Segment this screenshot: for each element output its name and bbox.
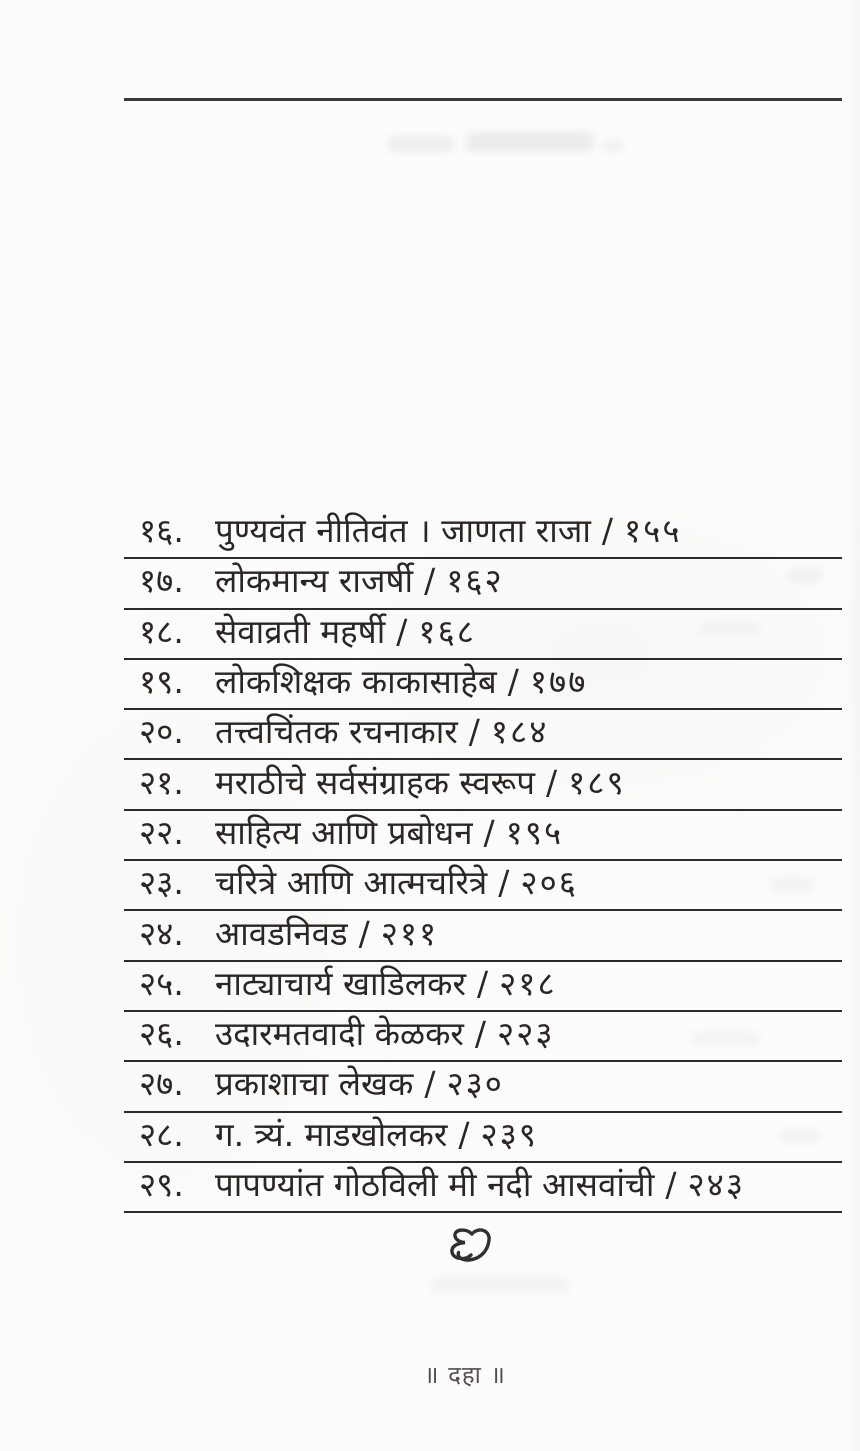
toc-row bbox=[124, 710, 842, 760]
toc-row bbox=[124, 861, 842, 911]
toc-entry-number: २१. bbox=[139, 762, 184, 802]
toc-entry-title: तत्त्वचिंतक रचनाकार bbox=[215, 712, 458, 752]
toc-entry-page: २४३ bbox=[687, 1165, 745, 1204]
toc-row bbox=[124, 1062, 842, 1112]
toc-entry-number: २४. bbox=[139, 913, 184, 953]
toc-separator: / bbox=[665, 1165, 677, 1204]
toc-row bbox=[124, 1012, 842, 1062]
toc-separator: / bbox=[358, 913, 370, 953]
toc-separator: / bbox=[424, 561, 436, 601]
toc-entry-page: १८४ bbox=[490, 712, 549, 752]
toc-entry-title: मराठीचे सर्वसंग्राहक स्वरूप bbox=[215, 762, 535, 802]
toc-entry-number: २८. bbox=[139, 1114, 184, 1154]
toc-entry-page: १६२ bbox=[446, 561, 504, 601]
toc-row bbox=[124, 962, 842, 1012]
toc-entry-page: १६८ bbox=[418, 611, 476, 651]
toc-row bbox=[124, 610, 842, 660]
toc-entry-page: १८९ bbox=[568, 762, 626, 802]
toc-separator: / bbox=[458, 1114, 470, 1154]
showthrough-smudge bbox=[388, 136, 454, 152]
toc-entry-page: २०६ bbox=[520, 863, 578, 903]
toc-separator: / bbox=[498, 863, 510, 903]
scan-edge bbox=[846, 0, 860, 1451]
toc-row bbox=[124, 760, 842, 810]
toc-separator: / bbox=[468, 712, 480, 752]
toc-separator: / bbox=[424, 1064, 436, 1104]
header-rule bbox=[124, 98, 842, 101]
toc-entry-number: १८. bbox=[139, 611, 184, 651]
toc-entry-number: २३. bbox=[139, 863, 184, 903]
toc-entry-number: १६. bbox=[139, 511, 184, 551]
toc-entry-number: १७. bbox=[139, 561, 184, 601]
toc-separator: / bbox=[601, 511, 614, 551]
toc-row bbox=[124, 911, 842, 961]
toc-entry-title: पापण्यांत गोठविली मी नदी आसवांची bbox=[215, 1165, 655, 1204]
toc-entry-title: लोकशिक्षक काकासाहेब bbox=[215, 662, 497, 702]
toc-entry-page: १७७ bbox=[529, 662, 588, 702]
toc-entry-title: लोकमान्य राजर्षी bbox=[215, 561, 414, 601]
toc-entry-page: १९५ bbox=[505, 812, 564, 852]
toc-separator: / bbox=[483, 812, 495, 852]
toc-separator: / bbox=[474, 1014, 487, 1054]
showthrough-smudge bbox=[466, 132, 594, 152]
toc-entry-title: उदारमतवादी केळकर bbox=[215, 1014, 464, 1054]
toc-entry-page: २३० bbox=[446, 1064, 504, 1104]
toc-entry-number: २५. bbox=[139, 963, 184, 1003]
toc-entry-title: पुण्यवंत नीतिवंत । जाणता राजा bbox=[215, 511, 591, 551]
toc-entry-number: २९. bbox=[139, 1165, 184, 1204]
toc-entry-number: १९. bbox=[139, 662, 184, 702]
toc-separator: / bbox=[507, 662, 519, 702]
toc-entry-title: आवडनिवड bbox=[215, 913, 348, 953]
toc-separator: / bbox=[546, 762, 558, 802]
toc-entry-title: ग. त्र्यं. माडखोलकर bbox=[215, 1114, 448, 1154]
page-number-label: ॥ दहा ॥ bbox=[424, 1361, 506, 1389]
toc-entry-number: २६. bbox=[139, 1014, 184, 1054]
fleuron-icon bbox=[444, 1226, 496, 1266]
toc-entry-title: साहित्य आणि प्रबोधन bbox=[215, 812, 473, 852]
toc-row bbox=[124, 1113, 842, 1163]
toc-entry-title: नाट्याचार्य खाडिलकर bbox=[215, 963, 466, 1003]
showthrough-smudge bbox=[602, 140, 624, 152]
showthrough-smudge bbox=[430, 1278, 570, 1291]
toc-entry-page: २२३ bbox=[497, 1014, 555, 1054]
toc-entry-page: १५५ bbox=[624, 511, 682, 551]
toc-separator: / bbox=[477, 963, 489, 1003]
toc-entry-title: सेवाव्रती महर्षी bbox=[215, 611, 386, 651]
toc-entry-title: चरित्रे आणि आत्मचरित्रे bbox=[215, 863, 488, 903]
toc-separator: / bbox=[396, 611, 408, 651]
toc-row bbox=[124, 660, 842, 710]
toc-row bbox=[124, 811, 842, 861]
toc-entry-page: २११ bbox=[380, 913, 439, 953]
toc-row bbox=[124, 509, 842, 559]
toc-row bbox=[124, 559, 842, 609]
toc-list bbox=[124, 509, 842, 1213]
toc-entry-page: २१८ bbox=[499, 963, 557, 1003]
toc-entry-number: २०. bbox=[139, 712, 184, 752]
toc-row bbox=[124, 1163, 842, 1213]
toc-entry-number: २७. bbox=[139, 1064, 184, 1104]
toc-entry-title: प्रकाशाचा लेखक bbox=[215, 1064, 414, 1104]
toc-entry-number: २२. bbox=[139, 812, 184, 852]
toc-entry-page: २३९ bbox=[480, 1114, 538, 1154]
